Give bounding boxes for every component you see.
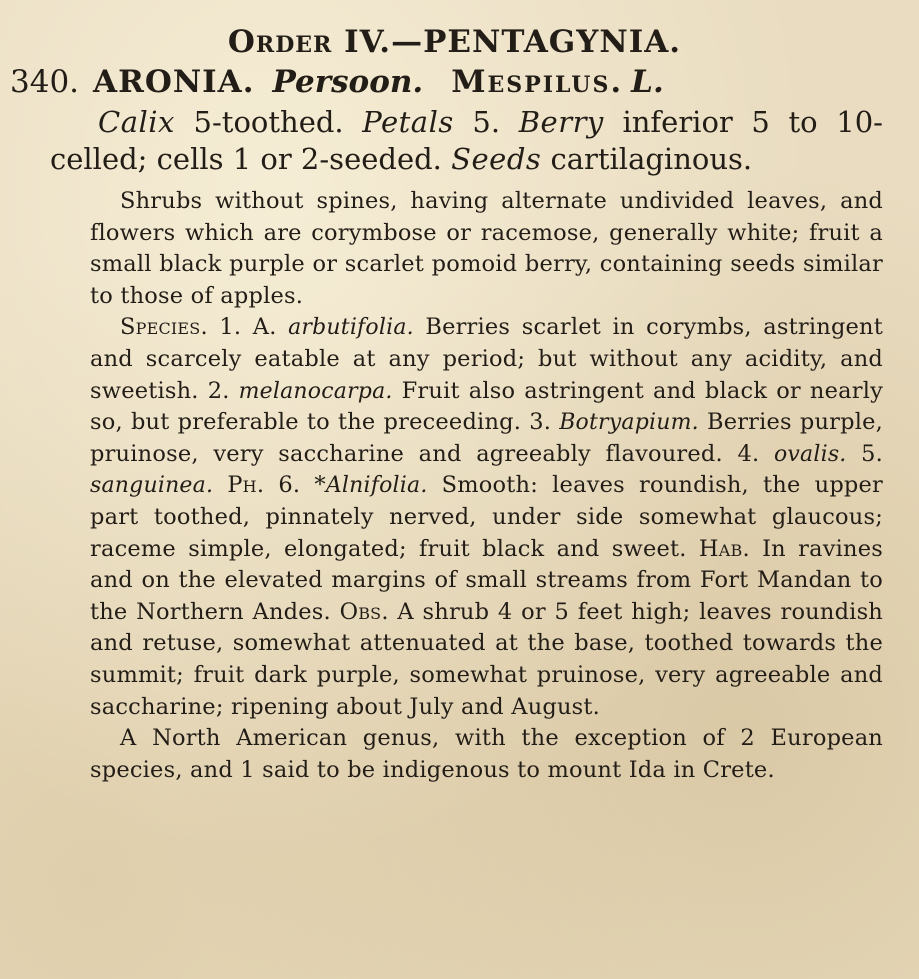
genus-number: 340. xyxy=(10,64,80,100)
species-text: A shrub 4 or 5 feet high; leaves roundish and retuse, somewhat attenuated at the base, toothed towards the summit; fruit dark purple, somewhat pruinose, very agreeable and saccharine; ripening about July and August. xyxy=(90,598,884,720)
species-text xyxy=(213,472,227,498)
petals-label: Petals xyxy=(362,105,454,139)
habitat-label: Hab. xyxy=(698,535,750,562)
genus-authority: Persoon. xyxy=(272,64,424,100)
species-label: Species. xyxy=(120,314,208,341)
species-name: arbutifolia. xyxy=(288,315,414,341)
species-name: Alnifolia. xyxy=(325,473,428,499)
species-text: Fruit also astringent and black or nearly so, but preferable to the preceeding. 3. xyxy=(90,377,883,436)
species-text: Smooth: leaves roundish, the upper part toothed, pinnately nerved, under side somewhat glaucous; raceme simple, elongated; fruit black and sweet. xyxy=(90,472,883,562)
genus-heading xyxy=(10,60,883,104)
order-dash: — xyxy=(391,24,424,60)
berry-label: Berry xyxy=(518,105,604,139)
calix-text: 5-toothed. xyxy=(174,105,363,139)
species-name: Botryapium. xyxy=(559,410,699,436)
genus-name: ARONIA. xyxy=(93,64,255,100)
seeds-text: cartilaginous. xyxy=(541,142,753,176)
species-name: ovalis. xyxy=(773,441,847,467)
generic-character xyxy=(10,104,883,178)
order-heading xyxy=(10,24,883,60)
species-name: melanocarpa. xyxy=(238,378,393,404)
species-name: sanguinea. xyxy=(90,473,214,499)
petals-text: 5. xyxy=(453,105,519,139)
species-text: 6. * xyxy=(264,472,326,499)
genus-synonym-authority: L. xyxy=(631,64,664,100)
calix-label: Calix xyxy=(98,105,175,139)
species-text: In ravines and on the elevated margins of small streams from Fort Mandan to the Northern Andes. xyxy=(90,535,883,625)
seeds-label: Seeds xyxy=(451,142,542,176)
species-paragraph xyxy=(10,312,883,723)
observation-label: Obs. xyxy=(339,598,389,625)
genus-description: Shrubs without spines, having alternate undivided leaves, and flowers which are corymbose or racemose, generally white; fruit a small black purple or scarlet pomoid berry, containing seeds similar to those of apples. xyxy=(90,188,883,309)
species-text: 1. A. xyxy=(207,314,289,341)
order-name: PENTAGYNIA. xyxy=(423,24,682,60)
pursh-abbrev: Ph. xyxy=(227,472,265,499)
species-text: Berries scarlet in corymbs, astringent and scarcely eatable at any period; but without any acidity, and sweetish. 2. xyxy=(90,314,883,404)
berry-text: inferior 5 to 10-celled; cells 1 or 2-seeded. xyxy=(50,105,883,176)
species-text: 5. xyxy=(846,440,883,467)
species-text: Berries purple, pruinose, very saccharine and agreeably flavoured. 4. xyxy=(90,409,884,467)
genus-distribution-note: A North American genus, with the exception of 2 European species, and 1 said to be indigenous to mount Ida in Crete. xyxy=(90,725,883,783)
order-prefix: Order IV. xyxy=(227,24,392,60)
genus-synonym: Mespilus. xyxy=(451,64,624,100)
